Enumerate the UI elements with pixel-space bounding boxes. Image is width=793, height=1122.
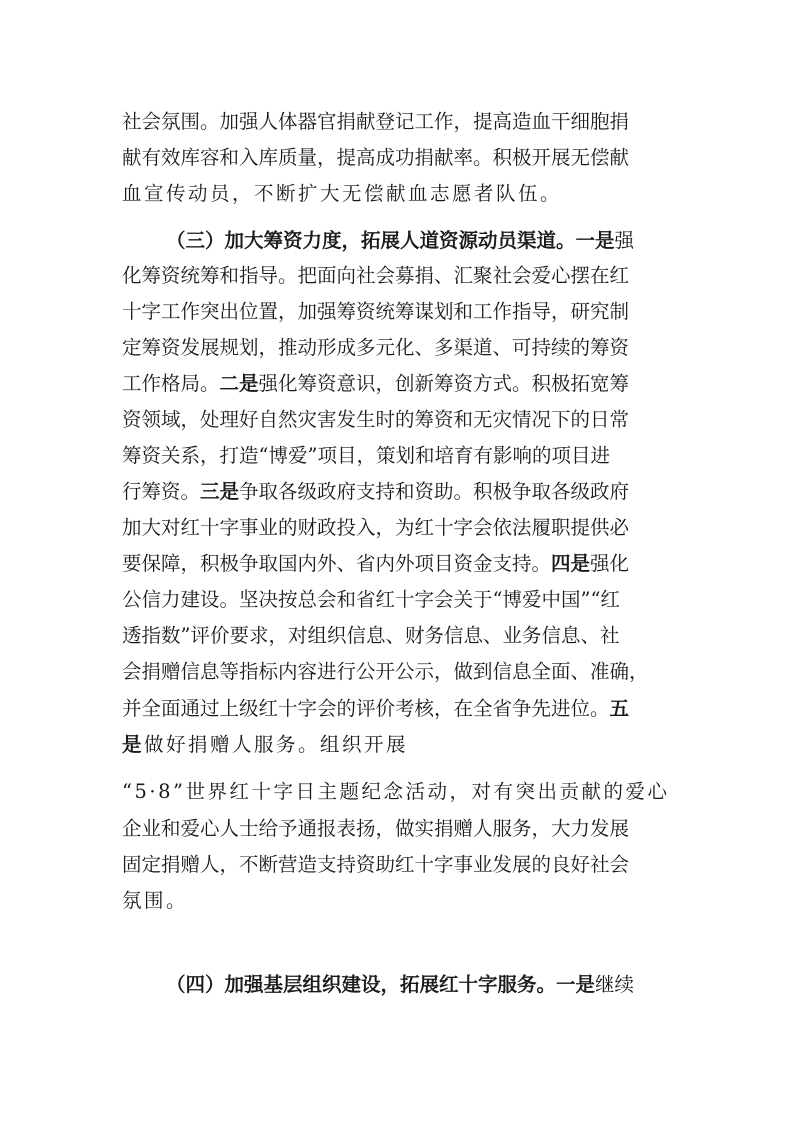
- text-run: 资领域，处理好自然灾害发生时的筹资和无灾情况下的日常: [122, 408, 630, 431]
- text-line: [122, 552, 629, 576]
- text-line: [122, 660, 649, 684]
- text-run: 做好捐赠人服务。组织开展: [144, 733, 409, 756]
- text-run: 工作格局。: [122, 372, 220, 395]
- text-run: 化筹资统筹和指导。把面向社会募捐、汇聚社会爱心摆在红: [122, 264, 630, 287]
- text-run: 并全面通过上级红十字会的评价考核，在全省争先进位。: [122, 697, 610, 720]
- text-line: [122, 733, 408, 757]
- text-line: [122, 588, 620, 612]
- text-run: 献有效库容和入库质量，提高成功捐献率。积极开展无偿献: [122, 146, 630, 169]
- text-run: 争取各级政府支持和资助。积极争取各级政府: [239, 480, 630, 503]
- bold-text-run: 一是: [556, 973, 596, 996]
- bold-text-run: （四）加强基层组织建设，拓展红十字服务。: [166, 973, 557, 996]
- text-line: [122, 182, 562, 206]
- text-run: 会捐赠信息等指标内容进行公开公示，做到信息全面、准确，: [122, 660, 649, 683]
- text-run: 氛围。: [122, 889, 189, 912]
- text-line: [122, 817, 629, 841]
- text-line: [122, 146, 629, 170]
- bold-text-run: 二是: [219, 372, 259, 395]
- text-run: 强: [614, 229, 635, 252]
- text-run: 强化筹资意识，创新筹资方式。积极拓宽筹: [258, 372, 630, 395]
- text-run: 强化: [590, 552, 630, 575]
- text-run: “5·8”世界红十字日主题纪念活动，对有突出贡献的爱心: [122, 780, 670, 803]
- text-line: [122, 889, 188, 913]
- text-run: 定筹资发展规划，推动形成多元化、多渠道、可持续的筹资: [122, 336, 630, 359]
- text-run: 十字工作突出位置，加强筹资统筹谋划和工作指导，研究制: [122, 300, 630, 323]
- text-run: 公信力建设。坚决按总会和省红十字会关于“博爱中国”“红: [122, 588, 620, 611]
- text-line: [122, 853, 629, 877]
- text-run: 固定捐赠人，不断营造支持资助红十字事业发展的良好社会: [122, 853, 630, 876]
- text-run: 继续: [595, 973, 635, 996]
- text-line: [122, 300, 629, 324]
- text-run: 行筹资。: [122, 480, 201, 503]
- bold-text-run: 一是: [575, 229, 615, 252]
- bold-text-run: 是: [122, 733, 145, 756]
- bold-text-run: 五: [609, 697, 630, 720]
- text-line: [122, 516, 629, 540]
- text-line: [122, 697, 629, 721]
- text-run: 透指数”评价要求，对组织信息、财务信息、业务信息、社: [122, 624, 620, 647]
- text-line: [122, 780, 669, 804]
- bold-text-run: （三）加大筹资力度，拓展人道资源动员渠道。: [166, 229, 576, 252]
- text-line: [122, 480, 629, 504]
- text-line: [122, 264, 629, 288]
- text-line: [122, 336, 629, 360]
- text-run: 血宣传动员，不断扩大无偿献血志愿者队伍。: [122, 182, 563, 205]
- text-line: [122, 110, 629, 134]
- text-run: 要保障，积极争取国内外、省内外项目资金支持。: [122, 552, 552, 575]
- text-run: 加大对红十字事业的财政投入，为红十字会依法履职提供必: [122, 516, 630, 539]
- text-run: 企业和爱心人士给予通报表扬，做实捐赠人服务，大力发展: [122, 817, 630, 840]
- bold-text-run: 三是: [200, 480, 240, 503]
- text-line: [122, 444, 610, 468]
- text-run: 筹资关系，打造“博爱”项目，策划和培育有影响的项目进: [122, 444, 610, 467]
- text-line: [166, 229, 634, 253]
- text-line: [122, 408, 629, 432]
- text-line: [122, 372, 629, 396]
- text-line: [166, 973, 634, 997]
- text-run: 社会氛围。加强人体器官捐献登记工作，提高造血干细胞捐: [122, 110, 630, 133]
- text-line: [122, 624, 619, 648]
- bold-text-run: 四是: [551, 552, 591, 575]
